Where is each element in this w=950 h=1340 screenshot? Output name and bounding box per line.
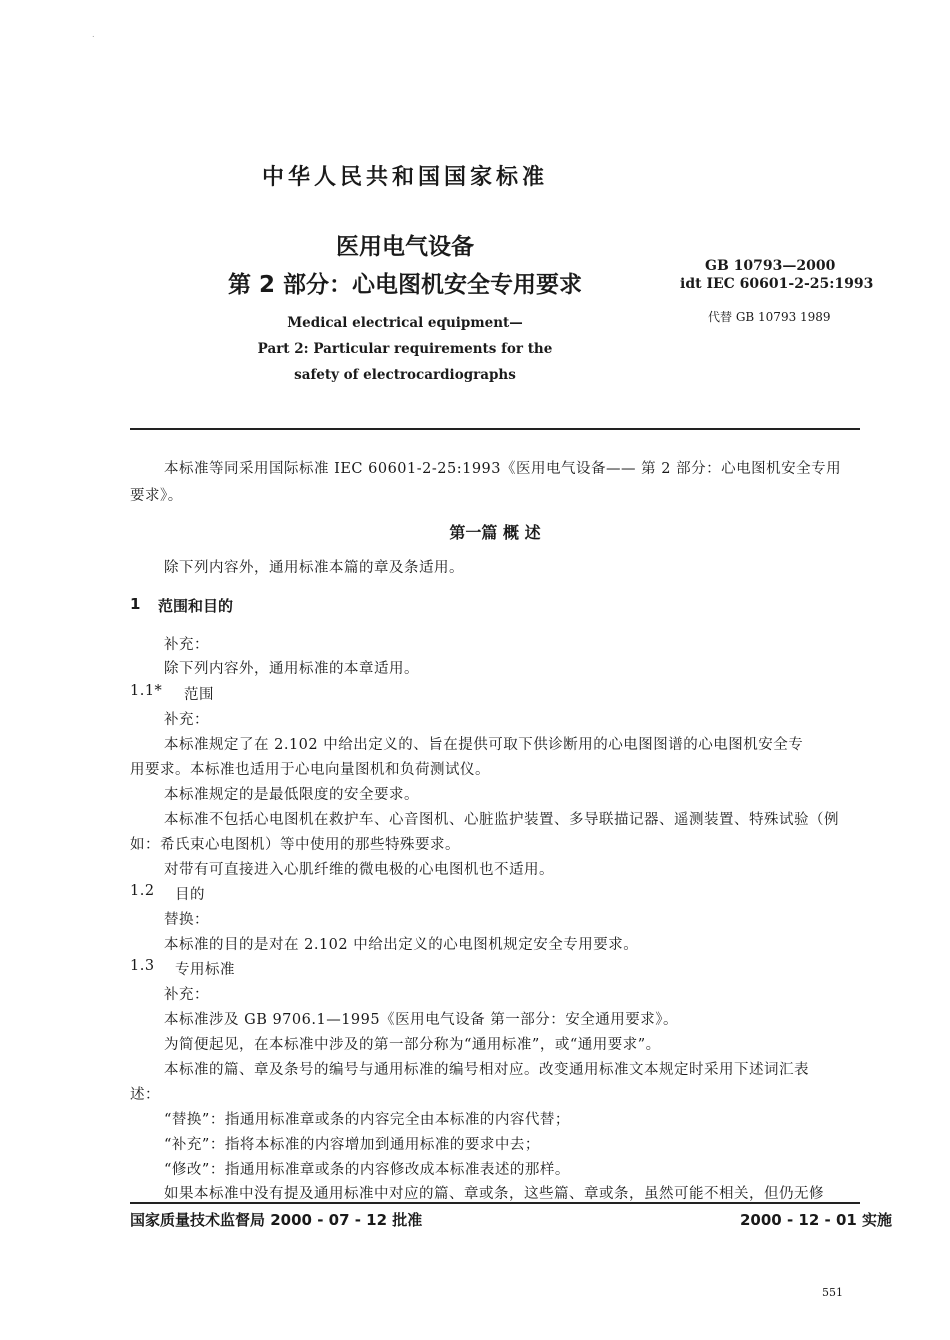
gb-standard-number: GB 10793—2000 <box>705 258 836 274</box>
section-1-1-para2: 本标准规定的是最低限度的安全要求。 <box>164 787 419 803</box>
section-1-1-para3-line2: 如：希氏束心电图机）等中使用的那些特殊要求。 <box>130 837 460 853</box>
section-1-3-number: 1.3 <box>130 958 155 974</box>
section-1-1-para4: 对带有可直接进入心肌纤维的微电极的心电图机也不适用。 <box>164 862 554 878</box>
part1-text: 除下列内容外，通用标准本篇的章及条适用。 <box>164 560 464 576</box>
title-english-line2: Part 2: Particular requirements for the <box>257 341 553 357</box>
section-1-3-para3-line1: 本标准的篇、章及条号的编号与通用标准的编号相对应。改变通用标准文本规定时采用下述词汇表 <box>164 1062 809 1078</box>
effective-date: 2000 - 12 - 01 实施 <box>740 1211 893 1229</box>
definition-supplement: “补充”：指将本标准的内容增加到通用标准的要求中去； <box>164 1137 540 1153</box>
section-1-title: 范围和目的 <box>158 597 234 615</box>
title-english-line1: Medical electrical equipment— <box>287 315 523 331</box>
section-1-2-text: 本标准的目的是对在 2.102 中给出定义的心电图机规定安全专用要求。 <box>164 937 639 953</box>
idt-reference: idt IEC 60601-2-25:1993 <box>680 276 874 292</box>
section-1-1-para1-line1: 本标准规定了在 2.102 中给出定义的、旨在提供可取下供诊断用的心电图图谱的心电图机安全专 <box>164 737 804 753</box>
title-chinese-line1: 医用电气设备 <box>336 234 474 260</box>
section-1-1-supplement-label: 补充： <box>164 712 209 728</box>
section-1-1-para1-line2: 用要求。本标准也适用于心电向量图机和负荷测试仪。 <box>130 762 490 778</box>
section-1-2-replace-label: 替换： <box>164 912 209 928</box>
section-1-text: 除下列内容外，通用标准的本章适用。 <box>164 661 419 677</box>
national-standard-heading: 中华人民共和国国家标准 <box>261 165 548 190</box>
scan-speck: . <box>92 30 95 39</box>
title-chinese-line2: 第 2 部分：心电图机安全专用要求 <box>227 272 583 298</box>
definition-replace: “替换”：指通用标准章或条的内容完全由本标准的内容代替； <box>164 1112 570 1128</box>
section-1-3-para1: 本标准涉及 GB 9706.1—1995《医用电气设备 第一部分：安全通用要求》。 <box>164 1012 678 1028</box>
section-1-3-title: 专用标准 <box>175 962 235 978</box>
section-1-3-para2: 为简便起见，在本标准中涉及的第一部分称为“通用标准”，或“通用要求”。 <box>164 1037 661 1053</box>
section-1-3-para4: 如果本标准中没有提及通用标准中对应的篇、章或条，这些篇、章或条，虽然可能不相关，但仍无修 <box>164 1186 824 1202</box>
section-1-3-supplement-label: 补充： <box>164 987 209 1003</box>
section-1-1-title: 范围 <box>184 687 214 703</box>
section-1-1-number: 1.1* <box>130 683 163 699</box>
section-1-2-title: 目的 <box>175 887 205 903</box>
intro-line1: 本标准等同采用国际标准 IEC 60601-2-25:1993《医用电气设备—— 第 2 部分：心电图机安全专用 <box>164 461 842 477</box>
replaces-standard: 代替 GB 10793 1989 <box>708 310 831 324</box>
footer-divider <box>130 1202 860 1204</box>
part1-heading: 第一篇 概 述 <box>449 523 541 542</box>
section-1-3-para3-line2: 述： <box>130 1087 160 1103</box>
approval-line: 国家质量技术监督局 2000 - 07 - 12 批准 <box>130 1211 423 1229</box>
section-1-2-number: 1.2 <box>130 883 155 899</box>
section-1-1-para3-line1: 本标准不包括心电图机在救护车、心音图机、心脏监护装置、多导联描记器、遥测装置、特殊试验（例 <box>164 812 839 828</box>
section-1-supplement-label: 补充： <box>164 637 209 653</box>
definition-modify: “修改”：指通用标准章或条的内容修改成本标准表述的那样。 <box>164 1162 570 1178</box>
title-english-line3: safety of electrocardiographs <box>294 367 516 383</box>
page-number: 551 <box>822 1286 843 1299</box>
section-1-number: 1 <box>130 595 141 613</box>
intro-line2: 要求》。 <box>130 488 183 504</box>
header-divider <box>130 428 860 430</box>
